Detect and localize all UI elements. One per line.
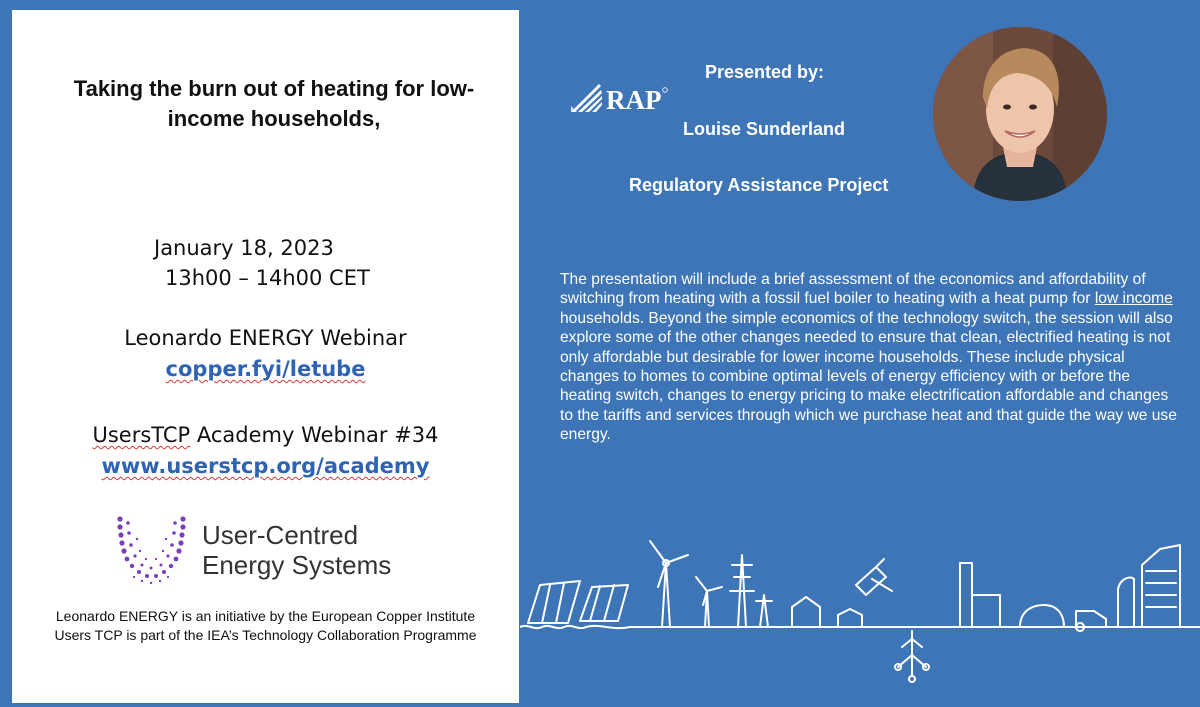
rap-logo-icon — [569, 82, 679, 114]
title-line-1: Taking the burn out of heating for low- — [73, 76, 475, 101]
presented-by-label: Presented by: — [705, 62, 825, 82]
webinar-date: January 18, 2023 — [154, 236, 334, 260]
energy-skyline-illustration — [520, 535, 1200, 707]
footer-line-1: Leonardo ENERGY is an initiative by the European Copper Institute — [55, 608, 476, 624]
uces-logo-line-2: Energy Systems — [202, 550, 392, 580]
webinar1-label: Leonardo ENERGY Webinar — [124, 326, 407, 350]
presenter-organization: Regulatory Assistance Project — [629, 175, 889, 195]
uces-logo-icon — [112, 515, 192, 587]
uces-logo-line-1: User-Centred — [202, 520, 359, 550]
webinar2-label — [12, 423, 519, 447]
letube-link[interactable]: copper.fyi/letube — [165, 357, 366, 381]
webinar-time: 13h00 – 14h00 CET — [165, 266, 370, 290]
uces-logo-text — [202, 520, 391, 580]
presentation-description — [560, 270, 1185, 445]
description-part-2: households. Beyond the simple economics of the technology switch, the session will also explore some of the other changes needed to ensure that clean, electrified heating is not only affordable but desirable for lower income households. These include physical changes to homes to combine optimal levels of energy efficiency with or before the heating switch, changes to energy pricing to make electrification affordable and changes to the tariffs and services through which we purchase heat and that guide the way we use energy. — [560, 309, 1177, 444]
userstcp-word: UsersTCP — [92, 423, 191, 447]
footer-line-2: Users TCP is part of the IEA’s Technology Collaboration Programme — [54, 627, 477, 643]
title-line-2: income households, — [167, 106, 381, 131]
userstcp-academy-link[interactable]: www.userstcp.org/academy — [101, 454, 430, 478]
svg-text:RAP: RAP — [606, 85, 662, 114]
left-info-panel — [12, 10, 519, 703]
rap-logo — [569, 82, 679, 119]
description-underlined: low income — [1094, 290, 1173, 308]
webinar2-label-rest: Academy Webinar #34 — [190, 423, 439, 447]
webinar-title — [54, 74, 494, 134]
presenter-photo — [933, 27, 1107, 201]
description-part-1: The presentation will include a brief assessment of the economics and affordability of switching from heating with a fossil fuel boiler to heating with a heat pump for — [560, 271, 1146, 308]
presenter-name: Louise Sunderland — [683, 119, 846, 139]
